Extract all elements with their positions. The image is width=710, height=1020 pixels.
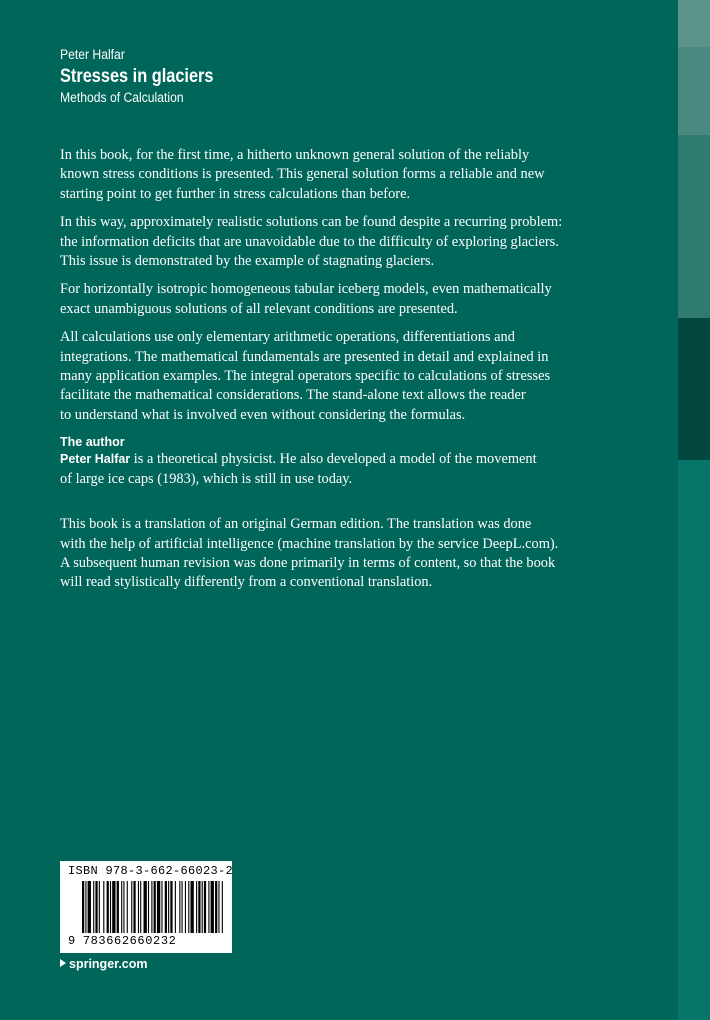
- barcode-bar: [95, 881, 97, 933]
- barcode-bar: [133, 881, 135, 933]
- author-name: Peter Halfar: [60, 452, 131, 467]
- author-bio-line: [60, 450, 575, 469]
- blurb-line: the information deficits that are unavoidable due to the difficulty of exploring glaciers.: [60, 233, 559, 250]
- blurb-paragraph-3: [60, 280, 575, 319]
- translation-line: This book is a translation of an original German edition. The translation was done: [60, 516, 532, 533]
- barcode-bar: [211, 881, 214, 933]
- barcode-bar: [82, 881, 84, 933]
- barcode-bar: [204, 881, 206, 933]
- color-strip-segment-4: [678, 318, 710, 460]
- translation-line: A subsequent human revision was done primarily in terms of content, so that the book: [60, 554, 556, 571]
- barcode-bar: [99, 881, 100, 933]
- barcode-bar: [123, 881, 124, 933]
- blurb-line: integrations. The mathematical fundamentals are presented in detail and explained in: [60, 348, 549, 365]
- barcode-bar: [179, 881, 180, 933]
- barcode-bar: [196, 881, 197, 933]
- color-strip-segment-3: [678, 135, 710, 318]
- barcode-bar: [93, 881, 94, 933]
- translation-note: [60, 515, 575, 593]
- isbn-barcode: [60, 861, 232, 953]
- blurb-line: starting point to get further in stress calculations than before.: [60, 185, 411, 202]
- publisher-url: springer.com: [69, 957, 148, 971]
- blurb-paragraph-4: [60, 328, 575, 425]
- blurb-line: This issue is demonstrated by the example of stagnating glaciers.: [60, 253, 435, 270]
- barcode-bar: [218, 881, 219, 933]
- barcode-bar: [175, 881, 176, 933]
- barcode-bar: [198, 881, 200, 933]
- color-strip-segment-1: [678, 0, 710, 47]
- barcode-bar: [112, 881, 115, 933]
- barcode-bar: [103, 881, 104, 933]
- blurb-line: known stress conditions is presented. This general solution forms a reliable and new: [60, 166, 545, 183]
- author-heading: The author: [60, 435, 125, 450]
- barcode-bar: [140, 881, 141, 933]
- barcode-bar: [190, 881, 193, 933]
- barcode-bar: [127, 881, 128, 933]
- blurb-paragraph-2: [60, 213, 575, 271]
- barcode-bar: [157, 881, 160, 933]
- blurb-line: All calculations use only elementary arithmetic operations, differentiations and: [60, 329, 515, 346]
- blurb-line: facilitate the mathematical considerations. The stand-alone text allows the reader: [60, 387, 526, 404]
- barcode-bar: [131, 881, 132, 933]
- barcode-bar: [117, 881, 119, 933]
- barcode-bar: [208, 881, 209, 933]
- barcode-bar: [148, 881, 149, 933]
- barcode-bar: [110, 881, 111, 933]
- barcode-bar: [88, 881, 91, 933]
- barcode-bar: [182, 881, 183, 933]
- book-author: Peter Halfar: [60, 47, 125, 62]
- author-bio: [60, 450, 575, 489]
- color-strip-segment-5: [678, 460, 710, 1020]
- blurb-line: many application examples. The integral operators specific to calculations of stresses: [60, 368, 551, 385]
- barcode-bar: [138, 881, 139, 933]
- blurb-line: exact unambiguous solutions of all relevant conditions are presented.: [60, 300, 458, 317]
- barcode-number: [68, 934, 177, 948]
- blurb-line: In this book, for the first time, a hitherto unknown general solution of the reliably: [60, 147, 530, 163]
- translation-line: with the help of artificial intelligence (machine translation by the service DeepL.com).: [60, 535, 559, 552]
- author-bio-text: is a theoretical physicist. He also developed a model of the movement: [130, 451, 537, 468]
- blurb-line: to understand what is involved even without considering the formulas.: [60, 406, 466, 423]
- blurb-line: In this way, approximately realistic solutions can be found despite a recurring problem:: [60, 214, 563, 231]
- barcode-bar: [151, 881, 152, 933]
- book-title: Stresses in glaciers: [60, 66, 214, 87]
- barcode-bar: [188, 881, 189, 933]
- barcode-bar: [144, 881, 147, 933]
- book-subtitle: Methods of Calculation: [60, 90, 184, 105]
- back-cover-text: [60, 146, 575, 602]
- barcode-bar: [121, 881, 122, 933]
- isbn-label: ISBN 978-3-662-66023-2: [68, 864, 234, 878]
- blurb-paragraph-1: [60, 146, 575, 204]
- barcode-bar: [185, 881, 186, 933]
- barcode-bar: [168, 881, 169, 933]
- translation-line: will read stylistically differently from a conventional translation.: [60, 574, 433, 591]
- triangle-arrow-icon: [60, 959, 66, 967]
- barcode-lead-digit: 9: [68, 934, 76, 948]
- barcode-bar: [215, 881, 217, 933]
- author-bio-line: of large ice caps (1983), which is still in use today.: [60, 470, 353, 487]
- barcode-bar: [161, 881, 162, 933]
- blurb-line: For horizontally isotropic homogeneous tabular iceberg models, even mathematically: [60, 281, 552, 298]
- barcode-bar: [202, 881, 203, 933]
- color-strip-segment-2: [678, 47, 710, 135]
- barcode-bar: [222, 881, 223, 933]
- barcode-bars: [82, 881, 224, 941]
- barcode-bar: [170, 881, 172, 933]
- barcode-bar: [154, 881, 156, 933]
- barcode-bar: [165, 881, 167, 933]
- book-header: [60, 46, 239, 107]
- publisher-link[interactable]: [60, 957, 148, 971]
- barcode-bar: [85, 881, 86, 933]
- barcode-bar: [107, 881, 109, 933]
- barcode-digits: 783662660232: [82, 934, 177, 948]
